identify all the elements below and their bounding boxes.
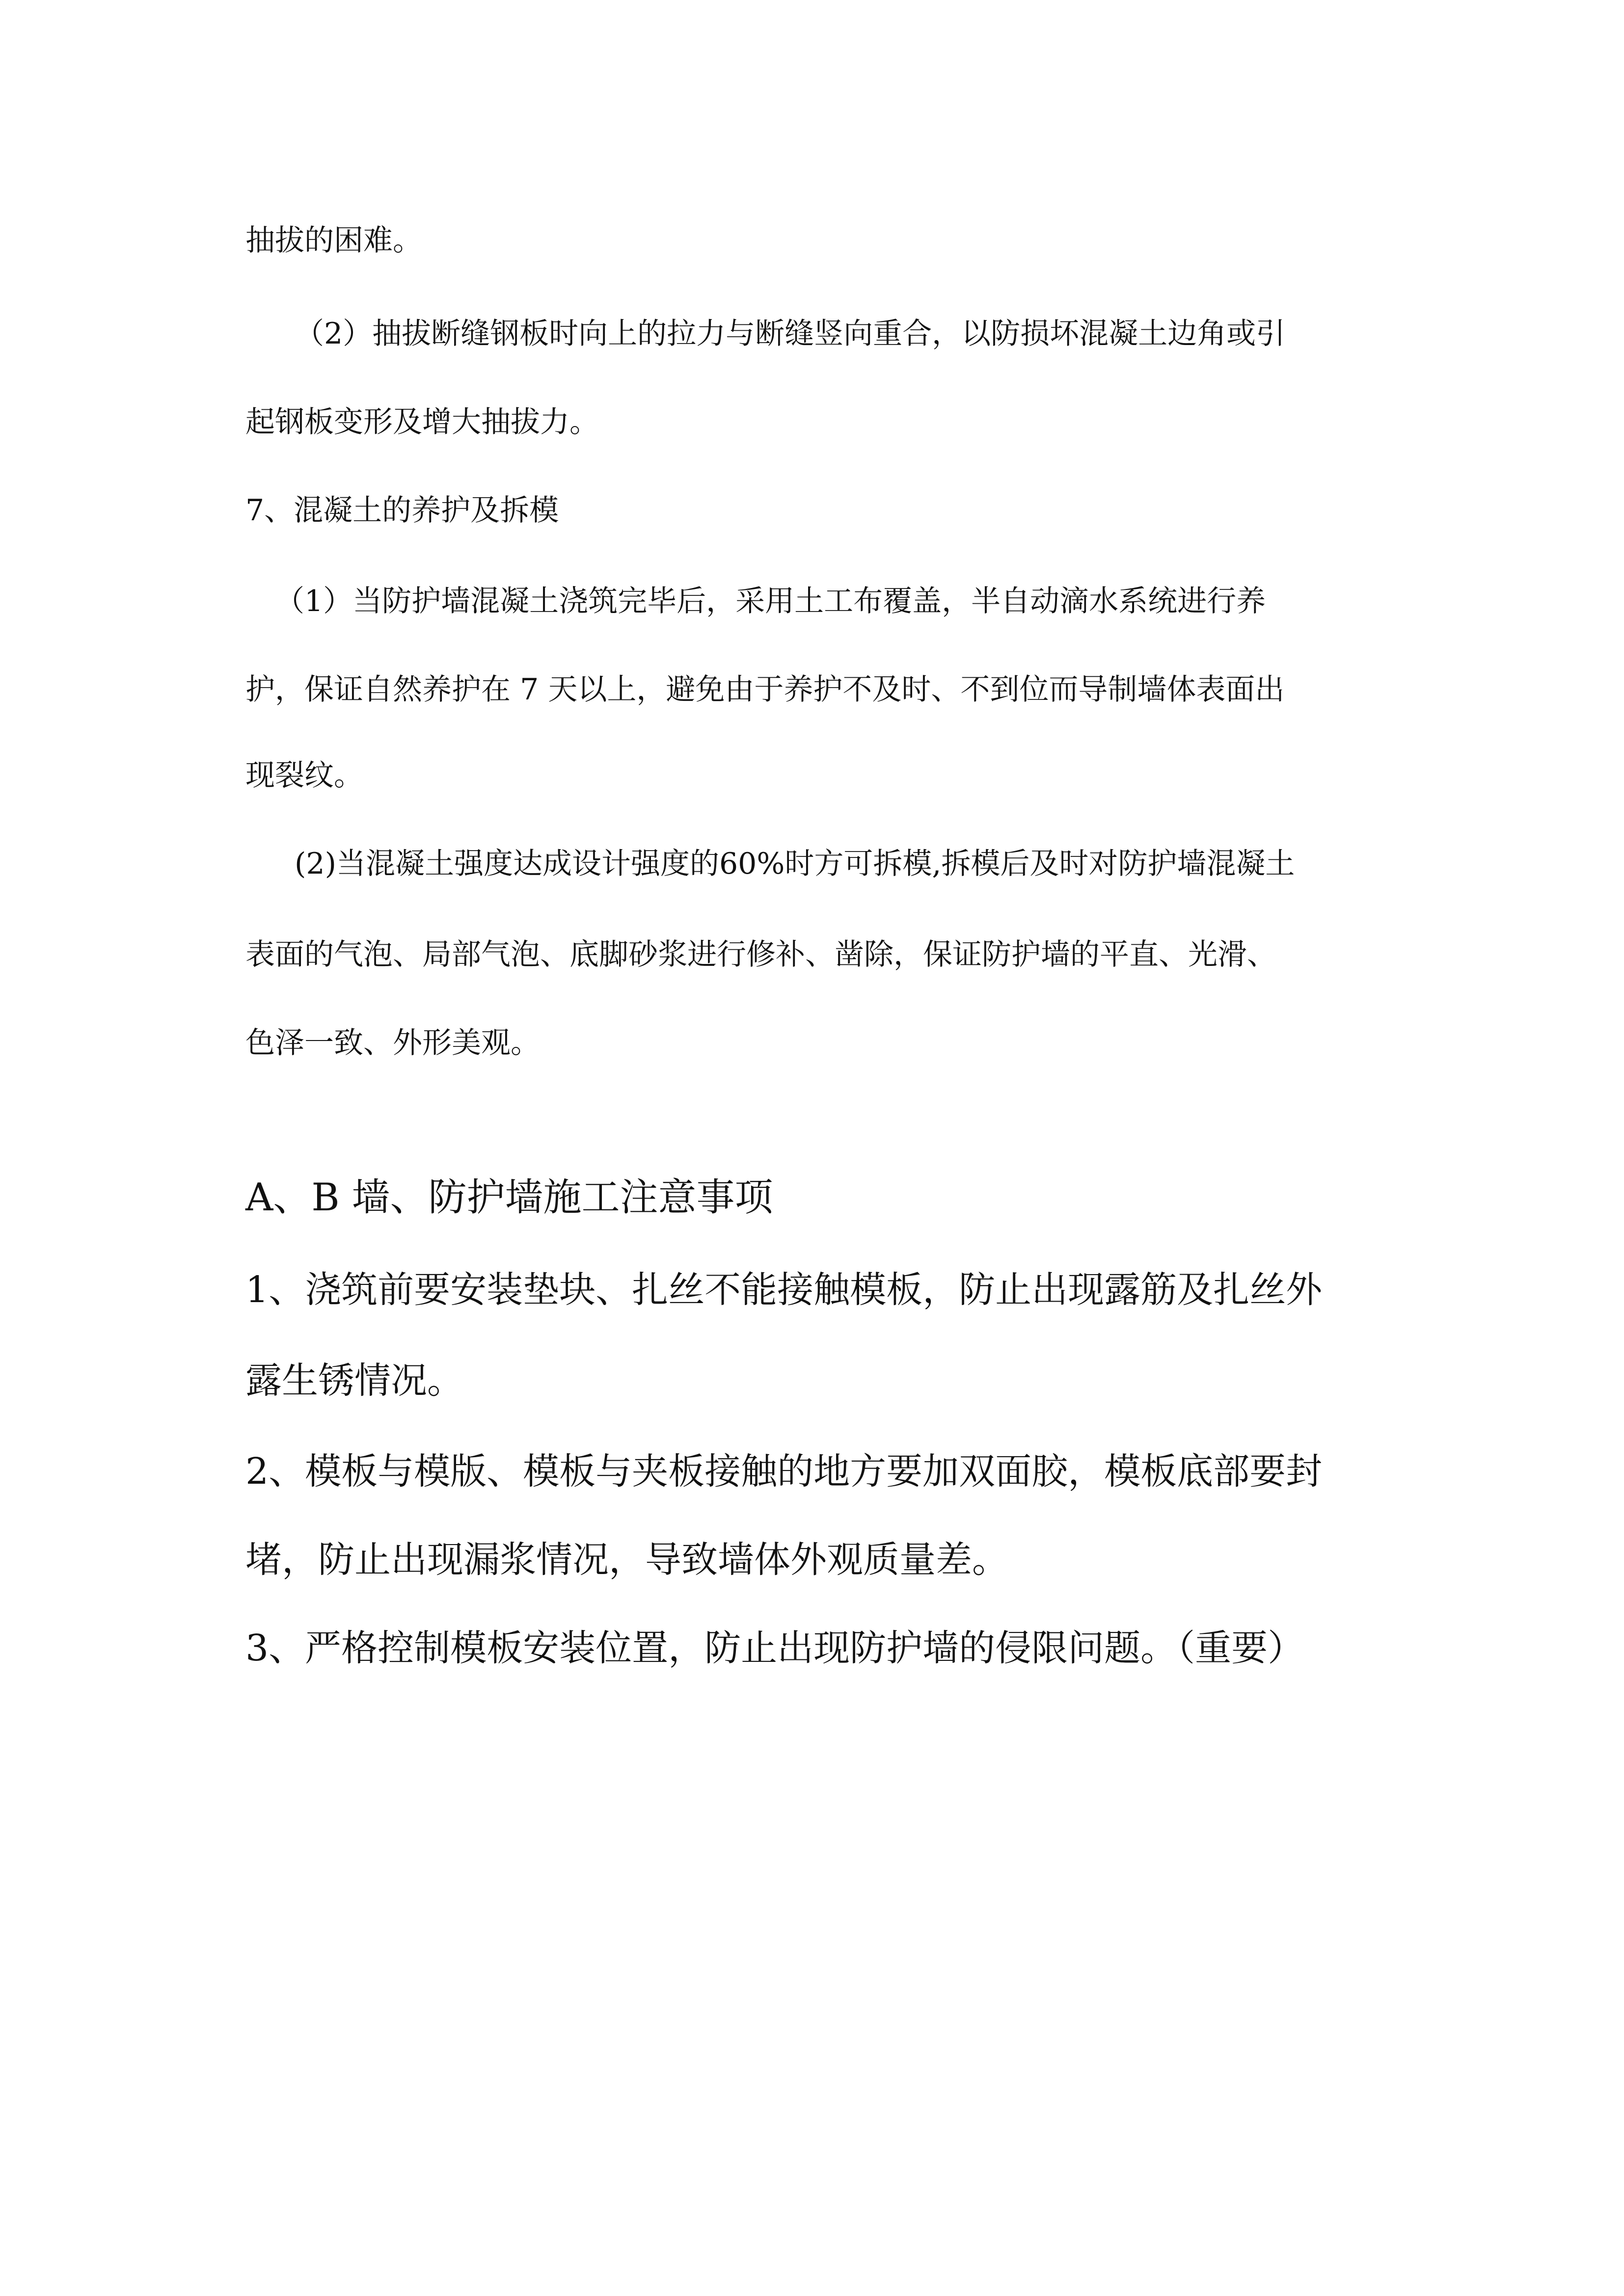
item-2-line-1: （2）抽拔断缝钢板时向上的拉力与断缝竖向重合，以防损坏混凝土边角或引 xyxy=(295,317,1286,351)
notes-item-2-line-1: 2、模板与模版、模板与夹板接触的地方要加双面胶，模板底部要封 xyxy=(245,1450,1323,1493)
section-7-item-1-line-3: 现裂纹。 xyxy=(245,758,363,793)
notes-heading: A、B 墙、防护墙施工注意事项 xyxy=(245,1175,773,1220)
section-7-item-1-line-2: 护，保证自然养护在 7 天以上，避免由于养护不及时、不到位而导制墙体表面出 xyxy=(245,672,1285,707)
notes-item-2-line-2: 堵，防止出现漏浆情况，导致墙体外观质量差。 xyxy=(245,1539,1008,1581)
section-7-item-2-line-2: 表面的气泡、局部气泡、底脚砂浆进行修补、凿除，保证防护墙的平直、光滑、 xyxy=(245,937,1276,972)
section-7-title: 7、混凝土的养护及拆模 xyxy=(245,493,559,528)
notes-item-1-line-1: 1、浇筑前要安装垫块、扎丝不能接触模板，防止出现露筋及扎丝外 xyxy=(245,1269,1323,1311)
section-7-item-2-line-3: 色泽一致、外形美观。 xyxy=(245,1026,540,1060)
notes-item-3-line-1: 3、严格控制模板安装位置，防止出现防护墙的侵限问题。（重要） xyxy=(245,1627,1304,1669)
item-2-line-2: 起钢板变形及增大抽拔力。 xyxy=(245,405,599,439)
paragraph-line-1: 抽拔的困难。 xyxy=(245,223,422,258)
section-7-item-1-line-1: （1）当防护墙混凝土浇筑完毕后，采用土工布覆盖，半自动滴水系统进行养 xyxy=(275,584,1266,618)
notes-item-1-line-2: 露生锈情况。 xyxy=(245,1360,463,1402)
section-7-item-2-line-1: (2)当混凝土强度达成设计强度的60%时方可拆模,拆模后及时对防护墙混凝土 xyxy=(295,847,1295,881)
